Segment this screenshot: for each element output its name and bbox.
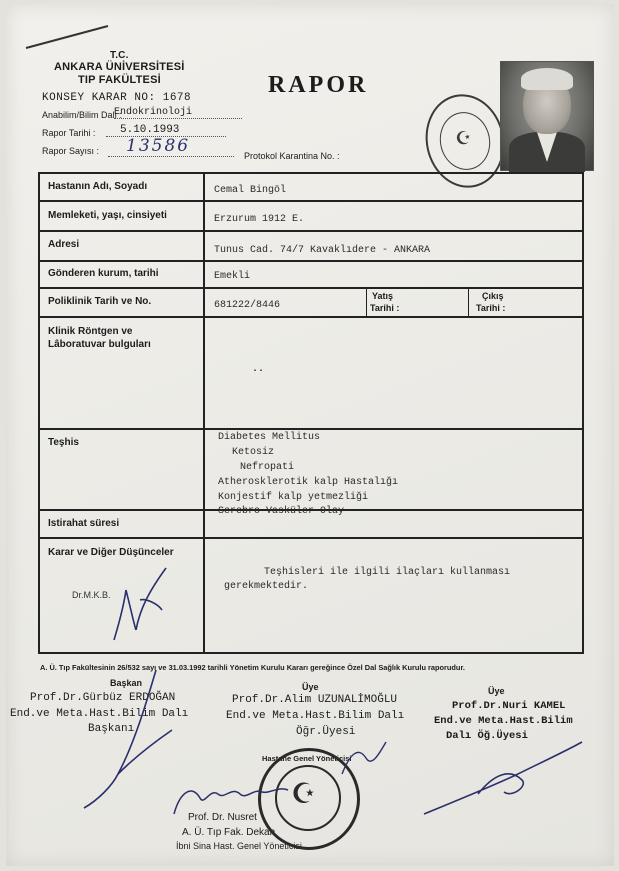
crescent-star-icon: ☪ bbox=[453, 126, 474, 150]
header-faculty: TIP FAKÜLTESİ bbox=[78, 74, 161, 86]
director-hospital: İbni Sina Hast. Genel Yöneticisi bbox=[176, 841, 302, 851]
admission-date-label: Tarihi : bbox=[370, 303, 400, 313]
member2-role: Üye bbox=[488, 686, 505, 696]
report-paper bbox=[6, 4, 614, 866]
member1-role: Üye bbox=[302, 682, 319, 692]
handwritten-signature-member1 bbox=[332, 734, 392, 784]
handwritten-signature-member2 bbox=[418, 734, 588, 824]
chair-title: Başkanı bbox=[88, 723, 135, 735]
diagnosis-item: Atherosklerotik kalp Hastalığı bbox=[218, 477, 399, 488]
member2-title: Dalı Öğ.Üyesi bbox=[446, 730, 528, 742]
admission-label: Yatış bbox=[372, 291, 394, 301]
polyclinic-value: 681222/8446 bbox=[214, 300, 281, 311]
report-number-value: 13586 bbox=[126, 136, 191, 156]
chair-department: End.ve Meta.Hast.Bilim Dalı bbox=[10, 708, 189, 720]
header-tc: T.C. bbox=[110, 50, 129, 61]
referring-institution-value: Emekli bbox=[214, 271, 251, 282]
member1-department: End.ve Meta.Hast.Bilim Dalı bbox=[226, 710, 405, 722]
address-label: Adresi bbox=[48, 239, 80, 250]
member1-name: Prof.Dr.Alim UZUNALİMOĞLU bbox=[232, 694, 398, 706]
discharge-date-label: Tarihi : bbox=[476, 303, 506, 313]
handwritten-signature-mkb bbox=[106, 560, 176, 646]
patient-name-value: Cemal Bingöl bbox=[214, 185, 287, 196]
mkb-note: Dr.M.K.B. bbox=[72, 590, 111, 600]
hometown-age-sex-label: Memleketi, yaşı, cinsiyeti bbox=[48, 210, 167, 221]
diagnosis-item: Diabetes Mellitus bbox=[218, 432, 321, 443]
clinic-findings-value: .. bbox=[252, 364, 265, 375]
hometown-age-sex-value: Erzurum 1912 E. bbox=[214, 214, 305, 225]
member2-department: End.ve Meta.Hast.Bilim bbox=[434, 715, 573, 727]
header-university: ANKARA ÜNİVERSİTESİ bbox=[54, 61, 185, 73]
director-name: Prof. Dr. Nusret bbox=[188, 812, 257, 823]
council-decision: KONSEY KARAR NO: 1678 bbox=[42, 92, 192, 104]
diagnosis-item: Konjestif kalp yetmezliği bbox=[218, 492, 369, 503]
chair-role: Başkan bbox=[110, 678, 143, 688]
clinic-label-line1: Klinik Röntgen ve bbox=[48, 326, 133, 337]
page-title: RAPOR bbox=[268, 72, 369, 98]
report-number-label: Rapor Sayısı : bbox=[42, 146, 100, 156]
department-label: Anabilim/Bilim Dalı : bbox=[42, 110, 123, 120]
regulation-note: A. Ü. Tıp Fakültesinin 26/532 sayı ve 31.03.1992 tarihli Yönetim Kurulu Kararı gereğince Özel Dal Sağlık Kurulu raporudur. bbox=[40, 663, 465, 672]
patient-photo bbox=[500, 61, 594, 171]
discharge-label: Çıkış bbox=[482, 291, 504, 301]
referring-institution-label: Gönderen kurum, tarihi bbox=[48, 268, 159, 279]
chair-name: Prof.Dr.Gürbüz ERDOĞAN bbox=[30, 692, 176, 704]
report-date-label: Rapor Tarihi : bbox=[42, 128, 96, 138]
decision-text-line1: Teşhisleri ile ilgili ilaçları kullanması bbox=[264, 567, 511, 578]
diagnosis-item: Serebro Vasküler Olay bbox=[218, 506, 345, 517]
address-value: Tunus Cad. 74/7 Kavaklıdere - ANKARA bbox=[214, 245, 431, 256]
patient-name-label: Hastanın Adı, Soyadı bbox=[48, 181, 148, 192]
report-date-value: 5.10.1993 bbox=[106, 124, 226, 137]
department-value: Endokrinoloji bbox=[114, 107, 242, 119]
protocol-label: Protokol Karantina No. : bbox=[244, 151, 340, 161]
rest-period-label: Istirahat süresi bbox=[48, 518, 120, 529]
diagnosis-label: Teşhis bbox=[48, 437, 79, 448]
report-number-line bbox=[108, 138, 234, 157]
director-title: A. Ü. Tıp Fak. Dekan bbox=[182, 827, 276, 838]
pen-stroke bbox=[24, 22, 114, 52]
clinic-label-line2: Lâboratuvar bulguları bbox=[48, 339, 151, 350]
member1-title: Öğr.Üyesi bbox=[296, 726, 356, 738]
director-role: Hastane Genel Yöneticisi bbox=[262, 754, 352, 763]
member2-name: Prof.Dr.Nuri KAMEL bbox=[452, 700, 566, 712]
handwritten-signature-director bbox=[166, 764, 296, 824]
diagnosis-item: Nefropati bbox=[240, 462, 295, 473]
polyclinic-label: Poliklinik Tarih ve No. bbox=[48, 296, 152, 307]
diagnosis-item: Ketosiz bbox=[232, 447, 275, 458]
decision-label: Karar ve Diğer Düşünceler bbox=[48, 547, 174, 558]
decision-text-line2: gerekmektedir. bbox=[224, 581, 309, 592]
crescent-star-icon: ☪ bbox=[291, 778, 317, 809]
